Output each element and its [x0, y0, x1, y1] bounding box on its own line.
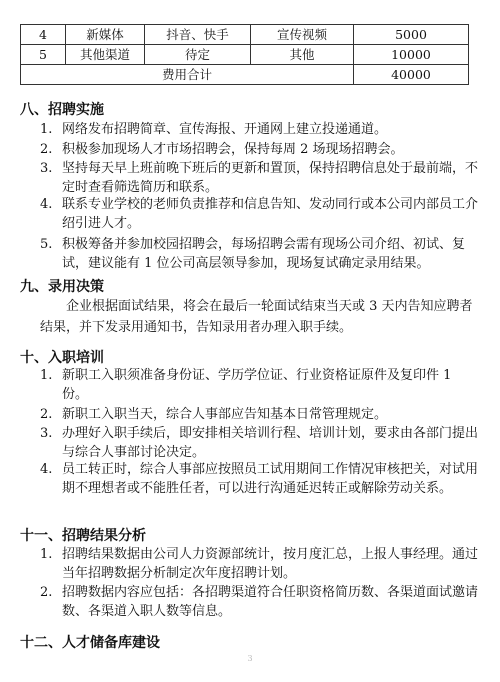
cost-cell: 10000: [354, 45, 469, 65]
item-number: 5.: [40, 237, 53, 252]
channel-cell: 新媒体: [66, 25, 145, 45]
section-heading-hiring-decision: 九、录用决策: [20, 279, 104, 295]
item-number: 1.: [40, 368, 53, 383]
row-number: 5: [21, 45, 66, 65]
item-number: 2.: [40, 585, 53, 600]
section-heading-recruitment-implementation: 八、招聘实施: [20, 102, 104, 118]
list-item: [40, 366, 480, 404]
list-item: [40, 195, 480, 233]
item-number: 1.: [40, 122, 53, 137]
item-number: 1.: [40, 547, 53, 562]
item-text: 招聘数据内容应包括：各招聘渠道符合任职资格简历数、各渠道面试邀请数、各渠道入职人数等信息。: [62, 585, 479, 619]
total-row: [21, 65, 469, 85]
page-number: 3: [247, 654, 253, 663]
section-heading-talent-pool: 十二、人才储备库建设: [20, 635, 160, 651]
list-item: [40, 545, 480, 583]
item-number: 2.: [40, 142, 53, 157]
section-heading-recruitment-analysis: 十一、招聘结果分析: [20, 528, 146, 544]
channel-cell: 其他渠道: [66, 45, 145, 65]
platform-cell: 待定: [145, 45, 251, 65]
row-number: 4: [21, 25, 66, 45]
item-text: 坚持每天早上班前晚下班后的更新和置顶，保持招聘信息处于最前端，不定时查看筛选简历和联系。: [62, 161, 479, 195]
method-cell: 宣传视频: [251, 25, 354, 45]
item-text: 招聘结果数据由公司人力资源部统计，按月度汇总，上报人事经理。通过当年招聘数据分析制定次年度招聘计划。: [62, 547, 479, 581]
list-item: [40, 235, 480, 273]
total-value: 40000: [354, 65, 469, 85]
list-item: [40, 120, 480, 139]
item-text: 网络发布招聘简章、宣传海报、开通网上建立投递通道。: [62, 122, 388, 137]
item-text: 新职工入职须准备身份证、学历学位证、行业资格证原件及复印件 1 份。: [62, 368, 452, 402]
list-item: [40, 140, 480, 159]
hiring-decision-paragraph: 企业根据面试结果，将会在最后一轮面试结束当天或 3 天内告知应聘者结果，并下发录用通知书，告知录用者办理入职手续。: [40, 299, 473, 335]
item-text: 员工转正时，综合人事部应按照员工试用期间工作情况审核把关，对试用期不理想者或不能胜任者，可以进行沟通延迟转正或解除劳动关系。: [62, 462, 479, 496]
table-row: [21, 45, 469, 65]
list-item: [40, 583, 480, 621]
item-text: 联系专业学校的老师负责推荐和信息告知、发动同行或本公司内部员工介绍引进人才。: [62, 197, 479, 231]
item-number: 4.: [40, 197, 53, 212]
item-number: 3.: [40, 426, 53, 441]
budget-table: [20, 24, 469, 85]
platform-cell: 抖音、快手: [145, 25, 251, 45]
section-heading-onboarding-training: 十、入职培训: [20, 350, 104, 366]
item-text: 办理好入职手续后，即安排相关培训行程、培训计划，要求由各部门提出与综合人事部讨论决定。: [62, 426, 479, 460]
total-label: 费用合计: [21, 65, 354, 85]
item-text: 积极筹备并参加校园招聘会，每场招聘会需有现场公司介绍、初试、复试，建议能有 1 位公司高层领导参加，现场复试确定录用结果。: [62, 237, 466, 271]
item-number: 2.: [40, 407, 53, 422]
list-item: [40, 424, 480, 462]
method-cell: 其他: [251, 45, 354, 65]
item-text: 新职工入职当天，综合人事部应告知基本日常管理规定。: [62, 407, 388, 422]
list-item: [40, 460, 480, 498]
item-number: 4.: [40, 462, 53, 477]
table-row: [21, 25, 469, 45]
list-item: [40, 405, 480, 424]
list-item: [40, 159, 480, 197]
item-number: 3.: [40, 161, 53, 176]
item-text: 积极参加现场人才市场招聘会，保持每周 2 场现场招聘会。: [62, 142, 404, 157]
cost-cell: 5000: [354, 25, 469, 45]
